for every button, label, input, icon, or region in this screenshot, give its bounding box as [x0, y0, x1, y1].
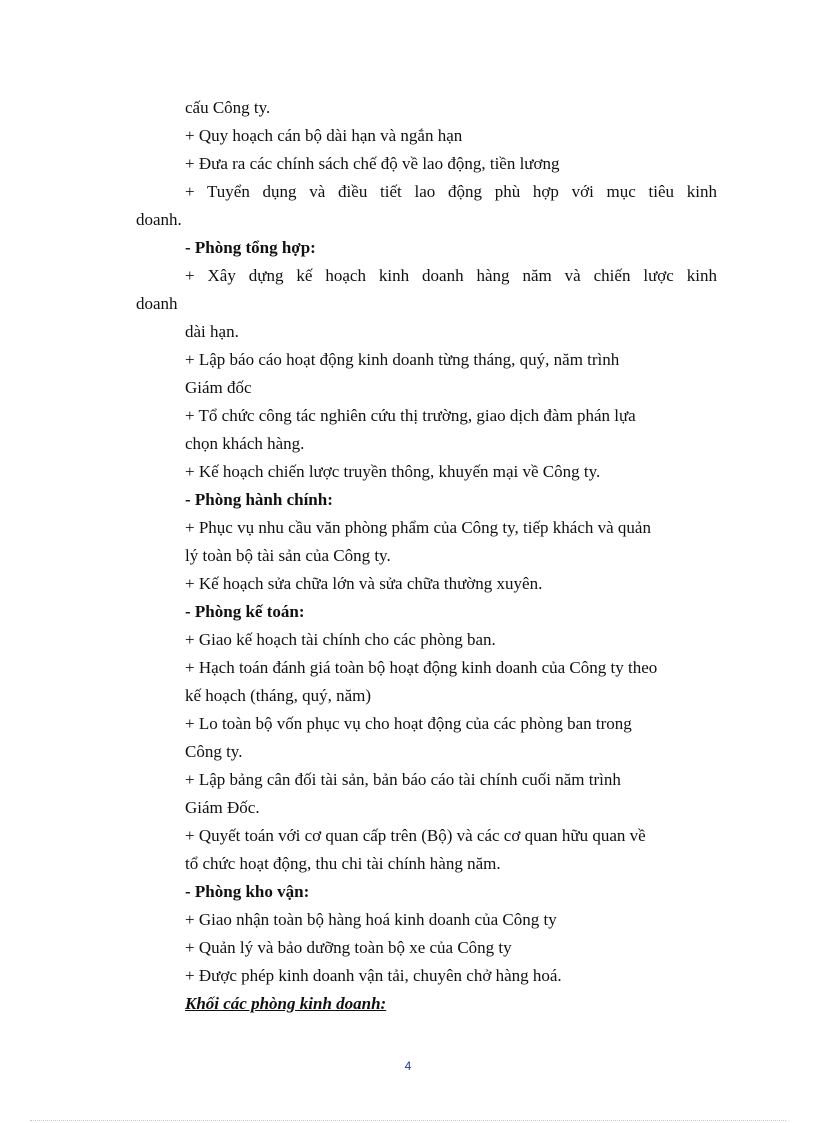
text-line: + Phục vụ nhu cầu văn phòng phẩm của Công ty, tiếp khách và quản [185, 518, 651, 537]
text-line: + Xây dựng kế hoạch kinh doanh hàng năm và chiến lược kinh [185, 266, 717, 285]
text-line: + Kế hoạch sửa chữa lớn và sửa chữa thường xuyên. [185, 574, 543, 593]
text-line: doanh. [136, 210, 182, 229]
text-line: + Quy hoạch cán bộ dài hạn và ngắn hạn [185, 126, 463, 145]
text-line: + Lo toàn bộ vốn phục vụ cho hoạt động của các phòng ban trong [185, 714, 632, 733]
text-line: lý toàn bộ tài sản của Công ty. [185, 546, 391, 565]
text-line: kế hoạch (tháng, quý, năm) [185, 686, 371, 705]
text-line: cấu Công ty. [185, 98, 271, 117]
page-footer-divider [30, 1120, 786, 1121]
text-line: + Giao kế hoạch tài chính cho các phòng ban. [185, 630, 496, 649]
text-line: dài hạn. [185, 322, 239, 341]
text-line: + Kế hoạch chiến lược truyền thông, khuyến mại về Công ty. [185, 462, 601, 481]
section-heading: - Phòng kế toán: [185, 602, 305, 621]
text-line: + Tổ chức công tác nghiên cứu thị trường, giao dịch đàm phán lựa [185, 406, 636, 425]
text-line: + Hạch toán đánh giá toàn bộ hoạt động kinh doanh của Công ty theo [185, 658, 658, 677]
text-line: + Lập báo cáo hoạt động kinh doanh từng tháng, quý, năm trình [185, 350, 620, 369]
section-title: Khối các phòng kinh doanh: [185, 994, 387, 1013]
text-line: + Tuyển dụng và điều tiết lao động phù hợp với mục tiêu kinh [185, 182, 717, 201]
text-line: Giám đốc [185, 378, 252, 397]
text-line: + Giao nhận toàn bộ hàng hoá kinh doanh của Công ty [185, 910, 557, 929]
text-line: chọn khách hàng. [185, 434, 305, 453]
section-heading: - Phòng hành chính: [185, 490, 333, 509]
text-line: + Được phép kinh doanh vận tải, chuyên chở hàng hoá. [185, 966, 562, 985]
section-heading: - Phòng kho vận: [185, 882, 310, 901]
text-line: + Quyết toán với cơ quan cấp trên (Bộ) và các cơ quan hữu quan về [185, 826, 646, 845]
page-number: 4 [404, 1059, 412, 1073]
text-line: + Quản lý và bảo dưỡng toàn bộ xe của Công ty [185, 938, 512, 957]
text-line: doanh [136, 294, 178, 313]
text-line: tổ chức hoạt động, thu chi tài chính hàng năm. [185, 854, 501, 873]
text-line: Công ty. [185, 742, 243, 761]
text-line: + Lập bảng cân đối tài sản, bản báo cáo tài chính cuối năm trình [185, 770, 621, 789]
section-heading: - Phòng tổng hợp: [185, 238, 316, 257]
text-line: Giám Đốc. [185, 798, 260, 817]
text-line: + Đưa ra các chính sách chế độ về lao động, tiền lương [185, 154, 560, 173]
